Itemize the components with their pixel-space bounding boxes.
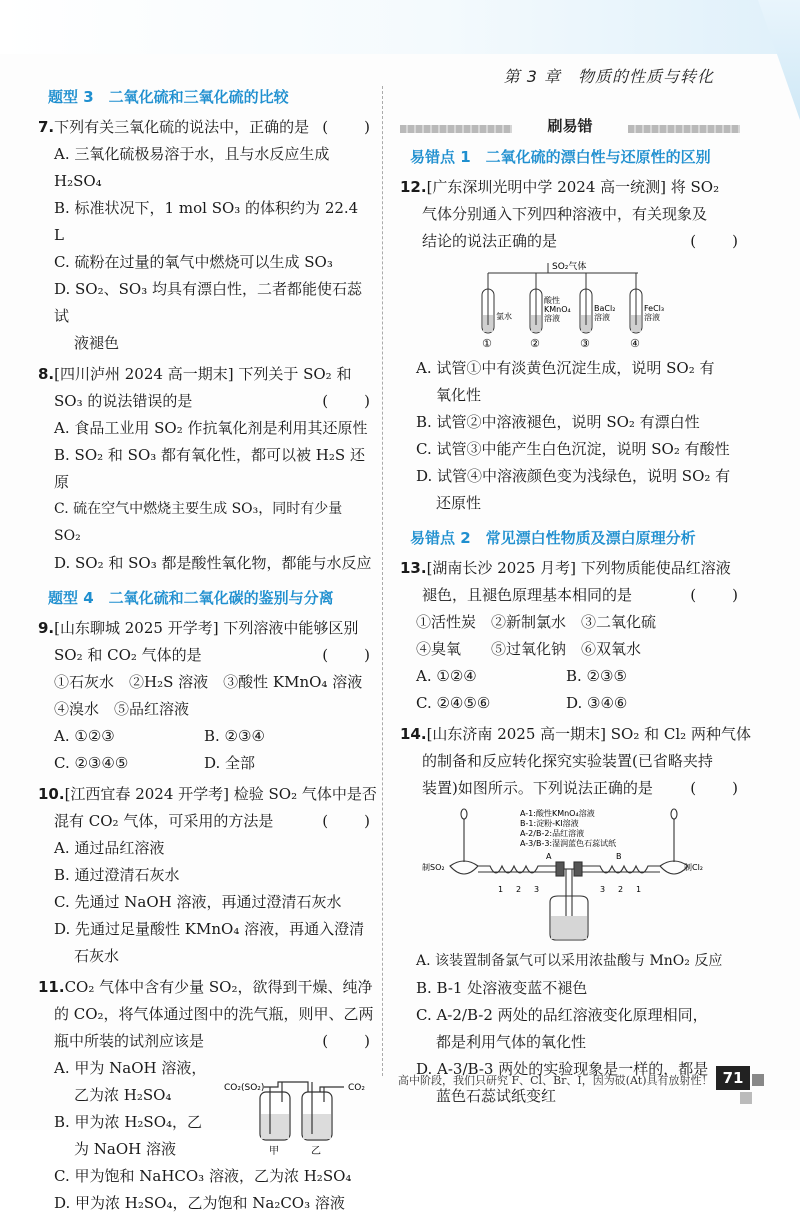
question-number: 13. (400, 559, 427, 577)
tube1-label: 氯水 (496, 312, 512, 321)
option-a[interactable]: A. ①②④ (416, 667, 477, 685)
option-b-cont: 为 NaOH 溶液 (74, 1140, 176, 1158)
gas-in-label: CO₂(SO₂) (224, 1083, 265, 1093)
option-a[interactable]: A. 试管①中有淡黄色沉淀生成，说明 SO₂ 有 (416, 359, 715, 377)
key-4: A-3/B-3:湿润蓝色石蕊试纸 (520, 839, 617, 848)
answer-blank[interactable]: ( ) (690, 779, 740, 797)
question-stem-cont: 装置)如图所示。下列说法正确的是 (422, 779, 653, 797)
option-d-cont: 还原性 (436, 494, 482, 512)
option-b[interactable]: B. 甲为浓 H₂SO₄，乙 (54, 1113, 203, 1131)
section-heading: 易错点 1 二氧化硫的漂白性与还原性的区别 (410, 148, 711, 166)
question-10 (38, 781, 377, 970)
option-b[interactable]: B. 通过澄清石灰水 (54, 866, 180, 884)
question-number: 9. (38, 619, 55, 637)
page-decoration (752, 1074, 764, 1086)
option-a[interactable]: A. ①②③ (54, 727, 115, 745)
question-stem: [江西宜春 2024 开学考] 检验 SO₂ 气体中是否 (64, 785, 377, 803)
right-column (400, 84, 751, 1112)
option-d-cont: 石灰水 (74, 947, 120, 965)
wash-bottle-figure (220, 1078, 370, 1162)
question-stem: [湖南长沙 2025 月考] 下列物质能使品红溶液 (426, 559, 731, 577)
tube2-label-1: 酸性 (544, 296, 560, 305)
answer-blank[interactable]: ( ) (322, 1032, 372, 1050)
question-7 (38, 114, 372, 357)
option-d[interactable]: D. 先通过足量酸性 KMnO₄ 溶液，再通入澄清 (54, 920, 365, 938)
option-c[interactable]: C. 试管③中能产生白色沉淀，说明 SO₂ 有酸性 (416, 440, 730, 458)
option-d[interactable]: D. SO₂、SO₃ 均具有漂白性，二者都能使石蕊试 (54, 280, 362, 325)
option-b[interactable]: B. ②③⑤ (566, 667, 627, 685)
option-d[interactable]: D. SO₂ 和 SO₃ 都是酸性氧化物，都能与水反应 (54, 554, 372, 572)
option-a[interactable]: A. 该装置制备氯气可以采用浓盐酸与 MnO₂ 反应 (416, 953, 723, 969)
chapter-title: 第 3 章 物质的性质与转化 (503, 67, 714, 86)
question-12 (400, 174, 740, 517)
option-d[interactable]: D. 甲为浓 H₂SO₄，乙为饱和 Na₂CO₃ 溶液 (54, 1194, 345, 1212)
option-d[interactable]: D. 试管④中溶液颜色变为浅绿色，说明 SO₂ 有 (416, 467, 731, 485)
footer-note: 高中阶段，我们只研究 F、Cl、Br、I，因为砹(At)具有放射性！ (398, 1074, 713, 1087)
answer-blank[interactable]: ( ) (690, 586, 740, 604)
banner-title: 刷易错 (547, 117, 593, 135)
a-pos-1: 1 (498, 885, 504, 894)
option-c-cont: 都是利用气体的氧化性 (436, 1033, 587, 1051)
banner (400, 114, 740, 136)
tube2-number: ② (530, 337, 540, 350)
option-c[interactable]: C. 硫在空气中燃烧主要生成 SO₃，同时有少量 SO₂ (54, 501, 343, 544)
section-heading: 易错点 2 常见漂白性物质及漂白原理分析 (410, 529, 696, 547)
question-stem-cont: 的 CO₂，将气体通过图中的洗气瓶，则甲、乙两 (54, 1005, 374, 1023)
option-b[interactable]: B. 标准状况下，1 mol SO₃ 的体积约为 22.4 L (54, 199, 359, 244)
option-b[interactable]: B. 试管②中溶液褪色，说明 SO₂ 有漂白性 (416, 413, 700, 431)
answer-blank[interactable]: ( ) (322, 646, 372, 664)
left-column (38, 86, 377, 1219)
option-c[interactable]: C. 甲为饱和 NaHCO₃ 溶液，乙为浓 H₂SO₄ (54, 1167, 352, 1185)
key-1: A-1:酸性KMnO₄溶液 (520, 809, 595, 818)
so2-source-label: 制SO₂ (422, 863, 445, 872)
page-decoration (740, 1092, 752, 1104)
answer-blank[interactable]: ( ) (322, 392, 372, 410)
tube3-number: ③ (580, 337, 590, 350)
option-d[interactable]: D. ③④⑥ (566, 694, 628, 712)
question-number: 12. (400, 178, 427, 196)
tube4-label-2: 溶液 (644, 313, 660, 322)
cl2-source-label: 制Cl₂ (684, 863, 704, 872)
question-stem-cont: 褪色，且褪色原理基本相同的是 (422, 586, 633, 604)
option-d-cont: 液褪色 (74, 334, 120, 352)
question-stem-cont: 混有 CO₂ 气体，可采用的方法是 (54, 812, 274, 830)
option-d[interactable]: D. 全部 (204, 754, 256, 772)
question-9 (38, 615, 372, 777)
option-b[interactable]: B. SO₂ 和 SO₃ 都有氧化性，都可以被 H₂S 还原 (54, 446, 365, 491)
banner-bar-right (628, 125, 740, 133)
answer-blank[interactable]: ( ) (690, 232, 740, 250)
question-stem: [广东深圳光明中学 2024 高一统测] 将 SO₂ (426, 178, 720, 196)
key-2: B-1:淀粉-KI溶液 (520, 819, 579, 828)
option-c[interactable]: C. ②④⑤⑥ (416, 694, 491, 712)
option-a[interactable]: A. 通过品红溶液 (54, 839, 165, 857)
a-pos-2: 2 (516, 885, 522, 894)
section-heading: 题型 3 二氧化硫和三氧化硫的比较 (48, 88, 289, 106)
option-c[interactable]: C. 硫粉在过量的氧气中燃烧可以生成 SO₃ (54, 253, 333, 271)
option-c[interactable]: C. A-2/B-2 两处的品红溶液变化原理相同， (416, 1006, 708, 1024)
item-list: ④臭氧 ⑤过氧化钠 ⑥双氧水 (416, 640, 642, 658)
item-list: ①石灰水 ②H₂S 溶液 ③酸性 KMnO₄ 溶液 (54, 673, 363, 691)
bottle-yi-label: 乙 (311, 1146, 321, 1157)
question-stem-cont: SO₂ 和 CO₂ 气体的是 (54, 646, 202, 664)
question-stem: [四川泸州 2024 高一期末] 下列关于 SO₂ 和 (54, 365, 352, 383)
question-13 (400, 555, 740, 717)
tube2-label-2: KMnO₄ (544, 305, 571, 314)
item-list: ①活性炭 ②新制氯水 ③二氧化硫 (416, 613, 657, 631)
bottle-jia-label: 甲 (269, 1146, 279, 1157)
question-number: 14. (400, 725, 427, 743)
option-c[interactable]: C. 先通过 NaOH 溶液，再通过澄清石灰水 (54, 893, 342, 911)
column-divider (382, 86, 383, 1076)
option-a[interactable]: A. 食品工业用 SO₂ 作抗氧化剂是利用其还原性 (54, 419, 368, 437)
side-b-label: B (616, 852, 622, 861)
test-tube-figure (470, 259, 670, 351)
option-a[interactable]: A. 甲为 NaOH 溶液， (54, 1059, 207, 1077)
page-number: 71 (716, 1066, 750, 1090)
section-heading: 题型 4 二氧化硫和二氧化碳的鉴别与分离 (48, 589, 334, 607)
tube3-label-1: BaCl₂ (594, 304, 616, 313)
question-stem-cont: 结论的说法正确的是 (422, 232, 558, 250)
item-list: ④溴水 ⑤品红溶液 (54, 700, 190, 718)
option-d-cont: 蓝色石蕊试纸变红 (436, 1087, 557, 1105)
tube4-number: ④ (630, 337, 640, 350)
option-d[interactable]: D. A-3/B-3 两处的实验现象是一样的，都是 (416, 1060, 709, 1078)
question-stem-cont: 瓶中所装的试剂应该是 (54, 1032, 205, 1050)
apparatus-figure (420, 806, 720, 944)
header-band (0, 0, 800, 54)
option-c[interactable]: C. ②③④⑤ (54, 754, 129, 772)
option-b[interactable]: B. B-1 处溶液变蓝不褪色 (416, 979, 588, 997)
question-number: 11. (38, 978, 65, 996)
question-number: 10. (38, 785, 65, 803)
question-14 (400, 721, 751, 1110)
gas-out-label: CO₂ (348, 1083, 365, 1093)
question-8 (38, 361, 372, 577)
tube2-label-3: 溶液 (544, 314, 560, 323)
a-pos-3: 3 (534, 885, 540, 894)
gas-label: SO₂气体 (552, 262, 587, 272)
b-pos-1: 1 (636, 885, 642, 894)
question-stem: [山东聊城 2025 开学考] 下列溶液中能够区别 (54, 619, 359, 637)
b-pos-2: 2 (618, 885, 624, 894)
answer-blank[interactable]: ( ) (322, 812, 372, 830)
option-b[interactable]: B. ②③④ (204, 727, 265, 745)
question-stem-cont: 气体分别通入下列四种溶液中，有关现象及 (422, 205, 708, 223)
question-number: 8. (38, 365, 55, 383)
question-stem-cont: SO₃ 的说法错误的是 (54, 392, 193, 410)
option-a-cont: 氧化性 (436, 386, 482, 404)
question-stem: [山东济南 2025 高一期末] SO₂ 和 Cl₂ 两种气体 (426, 725, 751, 743)
option-a-cont: 乙为浓 H₂SO₄ (74, 1086, 172, 1104)
key-3: A-2/B-2:品红溶液 (520, 829, 585, 838)
tube3-label-2: 溶液 (594, 313, 610, 322)
tube1-number: ① (482, 337, 492, 350)
question-11 (38, 974, 372, 1217)
side-a-label: A (546, 852, 552, 861)
tube4-label-1: FeCl₃ (644, 304, 665, 313)
question-stem: CO₂ 气体中含有少量 SO₂，欲得到干燥、纯净 (64, 978, 373, 996)
b-pos-3: 3 (600, 885, 606, 894)
option-a[interactable]: A. 三氧化硫极易溶于水，且与水反应生成 H₂SO₄ (54, 145, 330, 190)
question-stem: 下列有关三氧化硫的说法中，正确的是 (54, 118, 310, 136)
question-stem-cont: 的制备和反应转化探究实验装置(已省略夹持 (422, 752, 713, 770)
question-number: 7. (38, 118, 55, 136)
answer-blank[interactable]: ( ) (322, 118, 372, 136)
